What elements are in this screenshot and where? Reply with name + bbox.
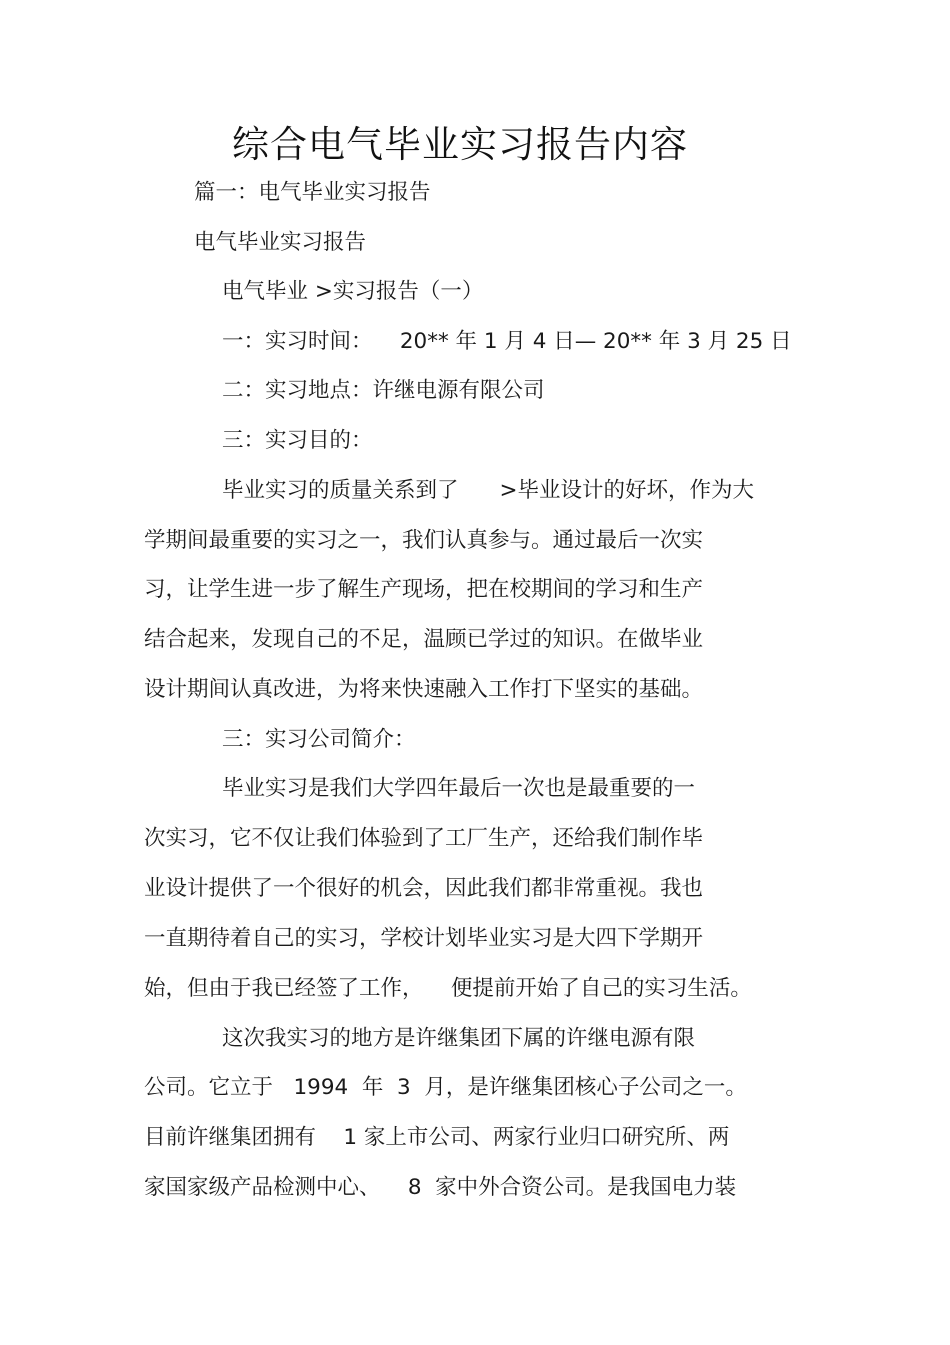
paragraph-line: 学期间最重要的实习之一，我们认真参与。通过最后一次实 [144, 528, 704, 553]
paragraph-line: 一直期待着自己的实习，学校计划毕业实习是大四下学期开 [144, 926, 704, 951]
subheading: 电气毕业实习报告 [194, 230, 367, 255]
paragraph-line: 始，但由于我已经签了工作， 便提前开始了自己的实习生活。 [144, 976, 752, 1001]
paragraph-line: 次实习，它不仅让我们体验到了工厂生产，还给我们制作毕 [144, 826, 704, 851]
paragraph-line: 这次我实习的地方是许继集团下属的许继电源有限 [222, 1026, 696, 1051]
internship-time: 一：实习时间： 20** 年 1 月 4 日— 20** 年 3 月 25 日 [222, 329, 792, 354]
section-heading: 篇一：电气毕业实习报告 [194, 180, 431, 205]
paragraph-line: 公司。它立于 1994 年 3 月，是许继集团核心子公司之一。 [144, 1075, 747, 1100]
paragraph-line: 毕业实习是我们大学四年最后一次也是最重要的一 [222, 776, 696, 801]
paragraph-line: 业设计提供了一个很好的机会，因此我们都非常重视。我也 [144, 876, 704, 901]
paragraph-line: 目前许继集团拥有 1 家上市公司、两家行业归口研究所、两 [144, 1125, 730, 1150]
paragraph-line: 结合起来，发现自己的不足，温顾已学过的知识。在做毕业 [144, 627, 704, 652]
paragraph-line: 习，让学生进一步了解生产现场，把在校期间的学习和生产 [144, 577, 704, 602]
report-subtitle: 电气毕业 >实习报告（一） [222, 279, 484, 304]
paragraph-line: 毕业实习的质量关系到了 >毕业设计的好坏，作为大 [222, 478, 755, 503]
paragraph-line: 设计期间认真改进，为将来快速融入工作打下坚实的基础。 [144, 677, 704, 702]
internship-purpose-heading: 三：实习目的： [222, 428, 373, 453]
document-title: 综合电气毕业实习报告内容 [232, 123, 688, 166]
company-intro-heading: 三：实习公司简介： [222, 727, 416, 752]
paragraph-line: 家国家级产品检测中心、 8 家中外合资公司。是我国电力装 [144, 1175, 737, 1200]
internship-location: 二：实习地点：许继电源有限公司 [222, 378, 545, 403]
